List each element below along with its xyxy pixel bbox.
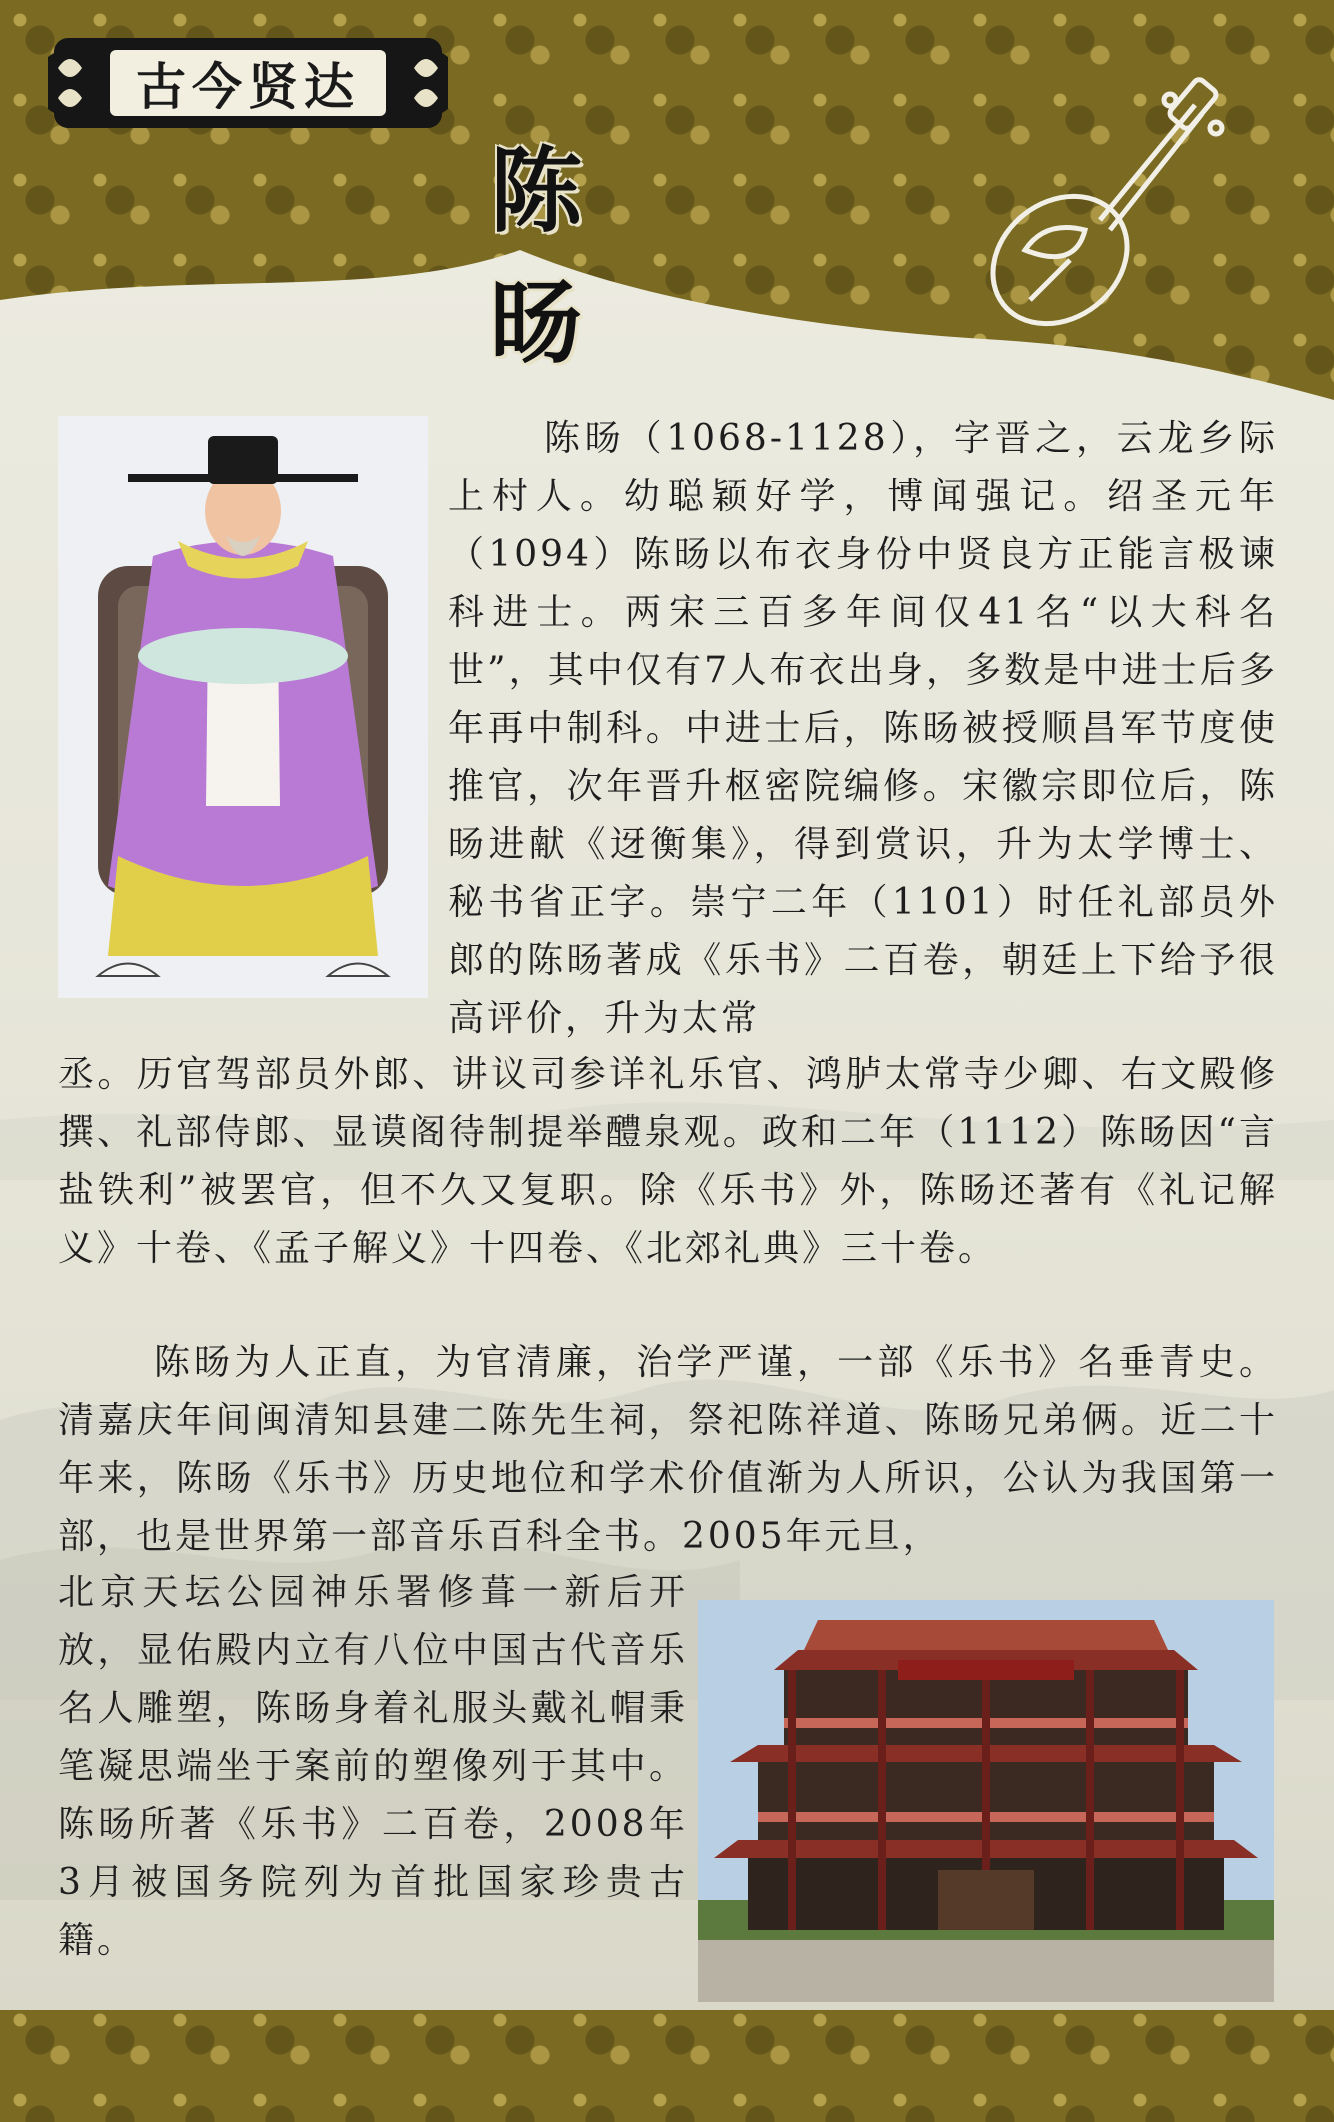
paragraph-1-top: 陈旸（1068-1128），字晋之，云龙乡际上村人。幼聪颖好学，博闻强记。绍圣元年（1094）陈旸以布衣身份中贤良方正能言极谏科进士。两宋三百多年间仅41名“以大科名世”，其中仅有7人布衣出身，多数是中进士后多年再中制科。中进士后，陈旸被授顺昌军节度使推官，次年晋升枢密院编修。宋徽宗即位后，陈旸进献《迓衡集》，得到赏识，升为太学博士、秘书省正字。崇宁二年（1101）时任礼部员外郎的陈旸著成《乐书》二百卷，朝廷上下给予很高评价，升为太常 bbox=[448, 418, 1278, 1039]
pipa-lute-icon bbox=[970, 70, 1230, 340]
ancestral-temple-photo bbox=[698, 1600, 1274, 2002]
page-title: 陈 旸 bbox=[490, 137, 815, 377]
paragraph-2: 陈旸为人正直，为官清廉，治学严谨，一部《乐书》名垂青史。清嘉庆年间闽清知县建二陈先生祠，祭祀陈祥道、陈旸兄弟俩。近二十年来，陈旸《乐书》历史地位和学术价值渐为人所识，公认为我国第一部，也是世界第一部音乐百科全书。2005年元旦， bbox=[58, 1342, 1278, 1557]
seated-scholar-portrait bbox=[58, 416, 428, 998]
badge-text: 古今贤达 bbox=[136, 57, 360, 116]
paragraph-2-tail: 北京天坛公园神乐署修葺一新后开放，显佑殿内立有八位中国古代音乐名人雕塑，陈旸身着礼服头戴礼帽秉笔凝思端坐于案前的塑像列于其中。陈旸所著《乐书》二百卷，2008年3月被国务院列为首批国家珍贵古籍。 bbox=[58, 1572, 688, 1961]
section-badge bbox=[48, 28, 448, 138]
paragraph-1-bottom: 丞。历官驾部员外郎、讲议司参详礼乐官、鸿胪太常寺少卿、右文殿修撰、礼部侍郎、显谟阁待制提举醴泉观。政和二年（1112）陈旸因“言盐铁利”被罢官，但不久又复职。除《乐书》外，陈旸还著有《礼记解义》十卷、《孟子解义》十四卷、《北郊礼典》三十卷。 bbox=[58, 1054, 1278, 1269]
